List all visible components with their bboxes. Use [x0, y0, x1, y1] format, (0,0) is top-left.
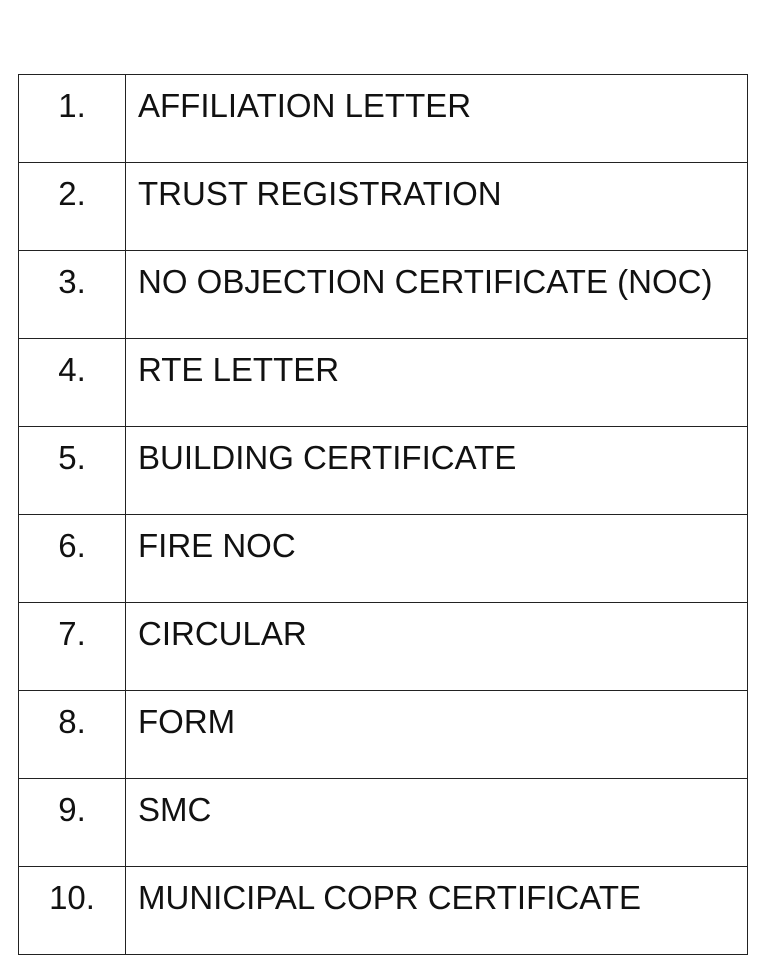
table-row: [19, 515, 748, 603]
documents-table: [18, 74, 748, 955]
row-number: 3.: [19, 251, 126, 339]
table-row: [19, 427, 748, 515]
table-row: [19, 251, 748, 339]
table-row: [19, 603, 748, 691]
row-number: 5.: [19, 427, 126, 515]
document-name: FIRE NOC: [126, 515, 748, 603]
table-row: [19, 867, 748, 955]
document-name: SMC: [126, 779, 748, 867]
row-number: 9.: [19, 779, 126, 867]
row-number: 10.: [19, 867, 126, 955]
table-row: [19, 339, 748, 427]
table-row: [19, 691, 748, 779]
row-number: 2.: [19, 163, 126, 251]
table-row: [19, 75, 748, 163]
row-number: 7.: [19, 603, 126, 691]
row-number: 1.: [19, 75, 126, 163]
row-number: 6.: [19, 515, 126, 603]
document-name: FORM: [126, 691, 748, 779]
document-name: RTE LETTER: [126, 339, 748, 427]
document-name: NO OBJECTION CERTIFICATE (NOC): [126, 251, 748, 339]
document-name: CIRCULAR: [126, 603, 748, 691]
document-name: AFFILIATION LETTER: [126, 75, 748, 163]
table-row: [19, 779, 748, 867]
row-number: 8.: [19, 691, 126, 779]
document-name: BUILDING CERTIFICATE: [126, 427, 748, 515]
document-name: TRUST REGISTRATION: [126, 163, 748, 251]
row-number: 4.: [19, 339, 126, 427]
table-row: [19, 163, 748, 251]
document-name: MUNICIPAL COPR CERTIFICATE: [126, 867, 748, 955]
